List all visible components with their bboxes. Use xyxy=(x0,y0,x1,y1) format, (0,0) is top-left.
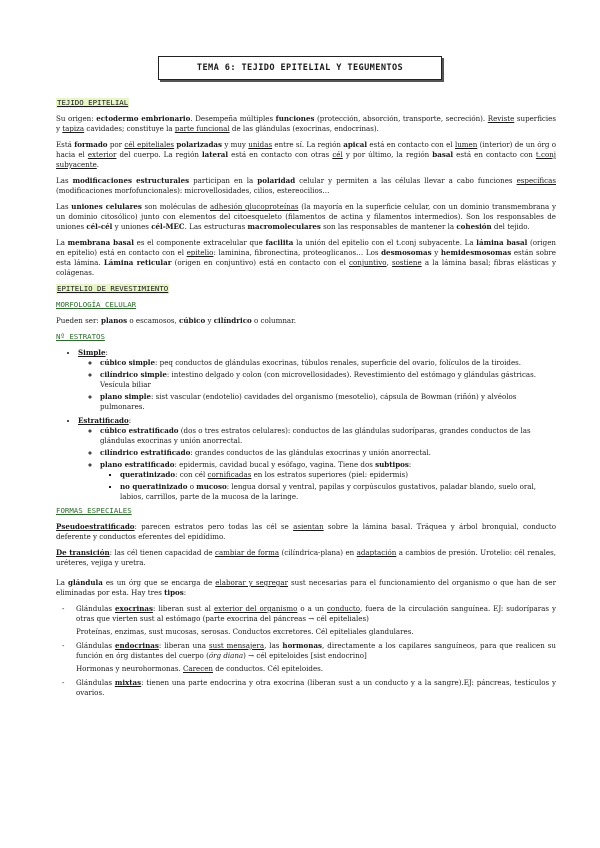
paragraph-uniones: Las uniones celulares son moléculas de adhesión glucoproteínas (la mayoría en la superficie celular, con un dominio transmembrana y un dominio citosólico) junto con elementos del citoesqueleto (filamentos de actina y filamentos intermedios). Son los responsables de uniones cél-cél y uniones cél-MEC. Las estructuras macromoleculares son las responsables de mantener la cohesión del tejido. xyxy=(56,202,556,231)
subheading-formas-especiales: FORMAS ESPECIALES xyxy=(56,506,132,515)
paragraph-origen: Su origen: ectodermo embrionario. Desempeña múltiples funciones (protección, absorción, transporte, secreción). Reviste superficies y tapiza cavidades; constituye la parte funcional de las glándulas (exocrinas, endocrinas). xyxy=(56,114,557,133)
list-item-estratificado: • Estratificado: ◦ cúbico estratificado (dos o tres estratos celulares): conductos de las glándulas sudoríparas, grandes conductos de las glándulas exocrinas y unión anorrectal. ◦ cilíndrico estratificado: grandes conductos de las glándulas exocrinas y unión anorrectal. ◦ plano estratificado: epidermis, cavidad bucal y esófago, vagina. Tiene dos subtipos: ▪ queratinizado: con cél cornificadas en los estratos superiores (piel: epidermis) ▪ no queratinizado o mucoso: lengua dorsal y ventral, papilas y corpúsculos gustativos, paladar blando, suelo oral, labios, carrillos, parte de la mucosa de la laringe. xyxy=(78,416,556,502)
paragraph-modificaciones: Las modificaciones estructurales participan en la polaridad celular y permiten a las células llevar a cabo funciones específicas (modificaciones morfofuncionales): microvellosidades, cilios, estereocilios… xyxy=(56,176,556,195)
list-item: ▪ no queratinizado o mucoso: lengua dorsal y ventral, papilas y corpúsculos gustativos, paladar blando, suelo oral, labios, carrillos, parte de la mucosa de la laringe. xyxy=(120,482,556,502)
subtypes-list xyxy=(100,470,556,502)
paragraph-membrana-basal: La membrana basal es el componente extracelular que facilita la unión del epitelio con el t.conj subyacente. La lámina basal (origen en epitelio) está en contacto con el epitelio: laminina, fibronectina, proteoglicanos… Los desmosomas y hemidesmosomas están sobre esta lámina. Lámina reticular (origen en conjuntivo) está en contacto con el conjuntivo, sostiene a la lámina basal; fibras elásticas y colágenas. xyxy=(56,238,556,277)
section-heading-revestimiento: EPITELIO DE REVESTIMIENTO xyxy=(57,284,169,293)
simple-sublist xyxy=(78,358,556,412)
list-item-simple: • Simple: ◦ cúbico simple: peq conductos de glándulas exocrinas, túbulos renales, superficie del ovario, folículos de la tiroides. ◦ cilíndrico simple: intestino delgado y colon (con microvellosidades). Revestimiento del estómago y glándulas gástricas. Vesícula biliar ◦ plano simple: sist vascular (endotelio) cavidades del organismo (mesotelio), cápsula de Bowman (riñón) y alvéolos pulmonares. xyxy=(78,348,556,412)
paragraph-transicion: De transición: las cél tienen capacidad de cambiar de forma (cilíndrica-plana) en adaptación a cambios de presión. Urotelio: cél renales, uréteres, vejiga y uretra. xyxy=(56,548,556,567)
list-item-exocrinas: - Glándulas exocrinas: liberan sust al exterior del organismo o a un conducto, fuera de la circulación sanguínea. EJ: sudoríparas y otras que vierten sust al estómago (parte exocrina del páncreas → cél epiteliales) Proteínas, enzimas, sust mucosas, serosas. Conductos excretores. Cél epiteliales glandulares. xyxy=(62,604,556,636)
document-body xyxy=(56,98,556,702)
list-item-endocrinas: - Glándulas endocrinas: liberan una sust mensajera, las hormonas, directamente a los capilares sanguíneos, para que realicen su función en órg distantes del cuerpo (órg diana) → cél epiteloides [sist endocrino] Hormonas y neurohormonas. Carecen de conductos. Cél epiteloides. xyxy=(62,641,556,673)
list-item: ◦ plano simple: sist vascular (endotelio) cavidades del organismo (mesotelio), cápsula de Bowman (riñón) y alvéolos pulmonares. xyxy=(100,392,556,412)
page-title: TEMA 6: TEJIDO EPITELIAL Y TEGUMENTOS xyxy=(158,56,442,80)
list-item-mixtas: - Glándulas mixtas: tienen una parte endocrina y otra exocrina (liberan sust a un conducto y a la sangre).EJ: páncreas, testículos y ovarios. xyxy=(62,678,556,697)
list-item: ◦ cilíndrico simple: intestino delgado y colon (con microvellosidades). Revestimiento del estómago y glándulas gástricas. Vesícula biliar xyxy=(100,370,556,390)
paragraph-glandula: La glándula es un órg que se encarga de elaborar y segregar sust necesarias para el funcionamiento del organismo o que han de ser eliminadas por esta. Hay tres tipos: xyxy=(56,578,557,597)
list-item: ◦ cilíndrico estratificado: grandes conductos de las glándulas exocrinas y unión anorrectal. xyxy=(100,448,556,458)
paragraph-pseudoestratificado: Pseudoestratificado: parecen estratos pero todas las cél se asientan sobre la lámina basal. Tráquea y árbol bronquial, conducto deferente y conductos eferentes del epidídimo. xyxy=(56,522,556,541)
section-heading-tejido: TEJIDO EPITELIAL xyxy=(57,98,129,107)
list-item: ◦ cúbico simple: peq conductos de glándulas exocrinas, túbulos renales, superficie del ovario, folículos de la tiroides. xyxy=(100,358,556,368)
estratos-list xyxy=(56,348,556,502)
subheading-estratos: Nº ESTRATOS xyxy=(56,332,105,341)
list-item: ◦ plano estratificado: epidermis, cavidad bucal y esófago, vagina. Tiene dos subtipos: ▪ queratinizado: con cél cornificadas en los estratos superiores (piel: epidermis) ▪ no queratinizado o mucoso: lengua dorsal y ventral, papilas y corpúsculos gustativos, paladar blando, suelo oral, labios, carrillos, parte de la mucosa de la laringe. xyxy=(100,460,556,502)
list-item: ▪ queratinizado: con cél cornificadas en los estratos superiores (piel: epidermis) xyxy=(120,470,556,480)
subheading-morfologia: MORFOLOGÍA CELULAR xyxy=(56,300,137,309)
estratificado-sublist xyxy=(78,426,556,502)
list-item: ◦ cúbico estratificado (dos o tres estratos celulares): conductos de las glándulas sudoríparas, grandes conductos de las glándulas exocrinas y unión anorrectal. xyxy=(100,426,556,446)
paragraph-formado: Está formado por cél epiteliales polarizadas y muy unidas entre sí. La región apical está en contacto con el lumen (interior) de un órg o hacia el exterior del cuerpo. La región lateral está en contacto con otras cél y por último, la región basal está en contacto con t.conj subyacente. xyxy=(56,140,556,169)
paragraph-morfologia: Pueden ser: planos o escamosos, cúbico y cilíndrico o columnar. xyxy=(56,316,297,325)
